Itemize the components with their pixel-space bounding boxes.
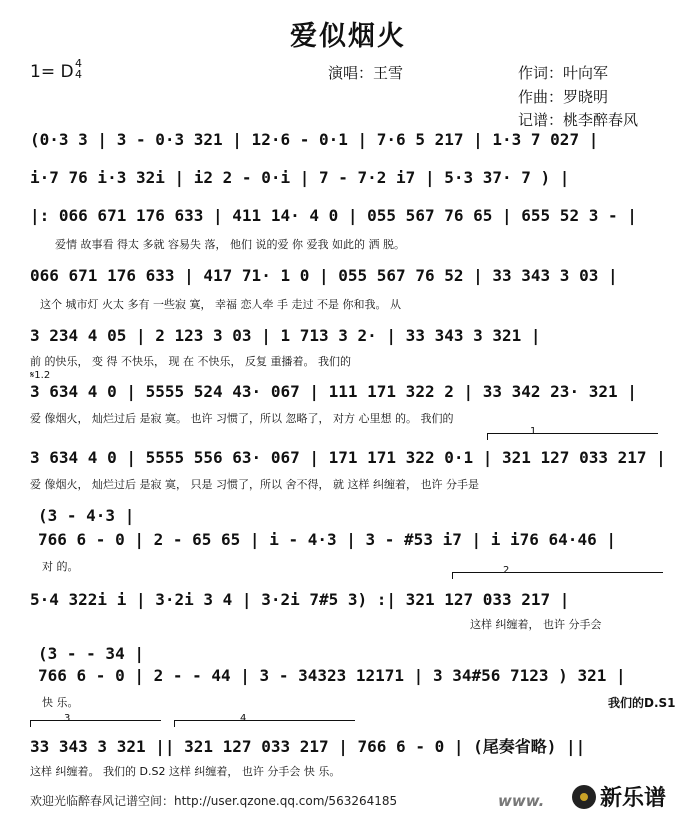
- lyric-row-10: 快 乐。: [42, 696, 79, 709]
- volta-bracket-2: [452, 572, 663, 579]
- lyric-row-7: 爱 像烟火， 灿烂过后 是寂 寞， 只是 习惯了，所以 舍不得， 就 这样 纠缠着， 也许 分手是: [30, 478, 479, 491]
- volta-4-number: 4: [240, 713, 247, 724]
- score-row-2: i·7 76 i·3 32i | i2 2 - 0·i | 7 - 7·2 i7 | 5·3 37· 7 ) |: [30, 168, 570, 187]
- footer-text: 欢迎光临醉春风记谱空间：http://user.qzone.qq.com/563264185: [30, 794, 398, 808]
- lyric-row-3: 爱情 故事看 得太 多就 容易失 落， 他们 说的爱 你 爱我 如此的 洒 脱。: [55, 238, 405, 251]
- score-row-7: 3 634 4 0 | 5555 556 63· 067 | 171 171 322 0·1 | 321 127 033 217 |: [30, 448, 666, 467]
- score-row-4: 066 671 176 633 | 417 71· 1 0 | 055 567 76 52 | 33 343 3 03 |: [30, 266, 618, 285]
- score-row-9: 5·4 322i i | 3·2i 3 4 | 3·2i 7#5 3) :| 321 127 033 217 |: [30, 590, 570, 609]
- watermark-text: www.: [498, 792, 545, 810]
- song-title: 爱似烟火: [290, 21, 406, 52]
- volta-1-number: 1: [530, 426, 537, 437]
- time-signature-bottom: 4: [75, 68, 82, 81]
- time-signature-top: 4: [75, 57, 82, 70]
- score-row-6: 3 634 4 0 | 5555 524 43· 067 | 111 171 322 2 | 33 342 23· 321 |: [30, 382, 637, 401]
- volta-bracket-4: [174, 720, 355, 727]
- volta-2-number: 2: [503, 565, 510, 576]
- composer-credit: 作曲：罗晓明: [518, 88, 609, 106]
- volta-bracket-3: [30, 720, 161, 727]
- volta-3-number: 3: [64, 713, 71, 724]
- lyric-row-8: 对 的。: [42, 560, 79, 573]
- xinyuepu-logo: [570, 779, 690, 815]
- singer-credit: 演唱：王雪: [328, 64, 404, 82]
- lyric-row-9: 这样 纠缠着， 也许 分手会: [470, 618, 602, 631]
- score-row-8-alt: (3 - 4·3 |: [38, 506, 135, 525]
- logo-disc-center: [580, 793, 588, 801]
- score-row-8: 766 6 - 0 | 2 - 65 65 | i - 4·3 | 3 - #53 i7 | i i76 64·46 |: [38, 530, 616, 549]
- score-row-3: |: 066 671 176 633 | 411 14· 4 0 | 055 567 76 65 | 655 52 3 - |: [30, 206, 637, 225]
- segno-mark: 𝄋1.2: [30, 370, 51, 381]
- lyricist-credit: 作词：叶向军: [518, 64, 609, 82]
- lyric-row-4: 这个 城市灯 火太 多有 一些寂 寞， 幸福 恋人牵 手 走过 不是 你和我。 从: [40, 298, 401, 311]
- time-signature: [75, 58, 82, 80]
- lyric-row-5: 前 的快乐， 变 得 不快乐， 现 在 不快乐， 反复 重播着。 我们的: [30, 355, 351, 368]
- score-row-5: 3 234 4 05 | 2 123 3 03 | 1 713 3 2· | 33 343 3 321 |: [30, 326, 541, 345]
- lyric-row-6: 爱 像烟火， 灿烂过后 是寂 寞。 也许 习惯了，所以 忽略了， 对方 心里想 的。 我们的: [30, 412, 454, 425]
- score-row-1: (0·3 3 | 3 - 0·3 321 | 12·6 - 0·1 | 7·6 5 217 | 1·3 7 027 |: [30, 130, 599, 149]
- volta-bracket-1: [487, 433, 658, 440]
- lyric-row-11: 这样 纠缠着。 我们的 D.S2 这样 纠缠着， 也许 分手会 快 乐。: [30, 765, 341, 778]
- score-row-10-alt: (3 - - 34 |: [38, 644, 144, 663]
- score-row-10: 766 6 - 0 | 2 - - 44 | 3 - 34323 12171 | 3 34#56 7123 ) 321 |: [38, 666, 626, 685]
- ds1-mark: 我们的D.S1: [608, 696, 676, 710]
- score-row-11: 33 343 3 321 || 321 127 033 217 | 766 6 - 0 | (尾奏省略) ||: [30, 737, 586, 756]
- key-signature: 1= D: [30, 62, 74, 82]
- transcriber-credit: 记谱：桃李醉春风: [518, 111, 639, 129]
- logo-text: 新乐谱: [600, 786, 667, 811]
